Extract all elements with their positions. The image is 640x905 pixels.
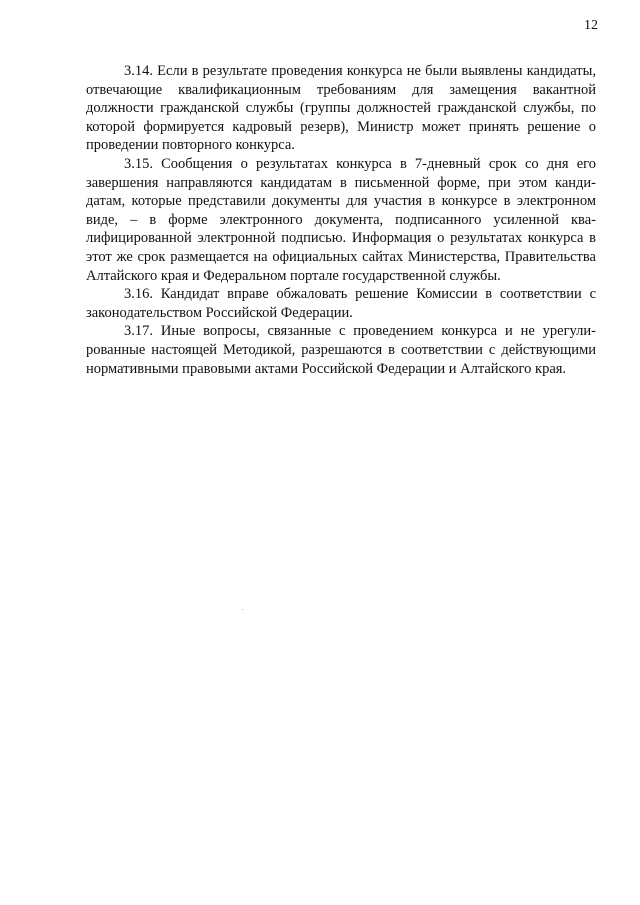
scan-speck (242, 609, 243, 610)
paragraph-3-15: 3.15. Сообщения о результатах конкурса в 7-дневный срок со дня его завершения направляются кандидатам в письменной форме, при этом кандидатам, которые представили документы для участия в конкурсе в электронном виде, – в форме электронного документа, подписанного усиленной квалифицированной электронной подписью. Информация о результатах конкурса в этот же срок размещается на официальных сайтах Министерства, Правительства Алтайского края и Федеральном портале государственной службы. (86, 155, 596, 284)
page-number: 12 (584, 18, 598, 33)
paragraph-3-14: 3.14. Если в результате проведения конкурса не были выявлены кандидаты, отвечающие квалификационным требованиям для замещения вакантной должности гражданской службы (группы должностей гражданской службы, по которой формируется кадровый резерв), Министр может принять решение о проведении повторного конкурса. (86, 63, 596, 154)
paragraph-3-17: 3.17. Иные вопросы, связанные с проведением конкурса и не урегулированные настоящей Методикой, разрешаются в соответствии с действующими нормативными правовыми актами Российской Федерации и Алтайского края. (86, 323, 596, 377)
paragraph-3-16: 3.16. Кандидат вправе обжаловать решение Комиссии в соответствии с законодательством Российской Федерации. (86, 286, 596, 321)
document-body (86, 62, 596, 378)
